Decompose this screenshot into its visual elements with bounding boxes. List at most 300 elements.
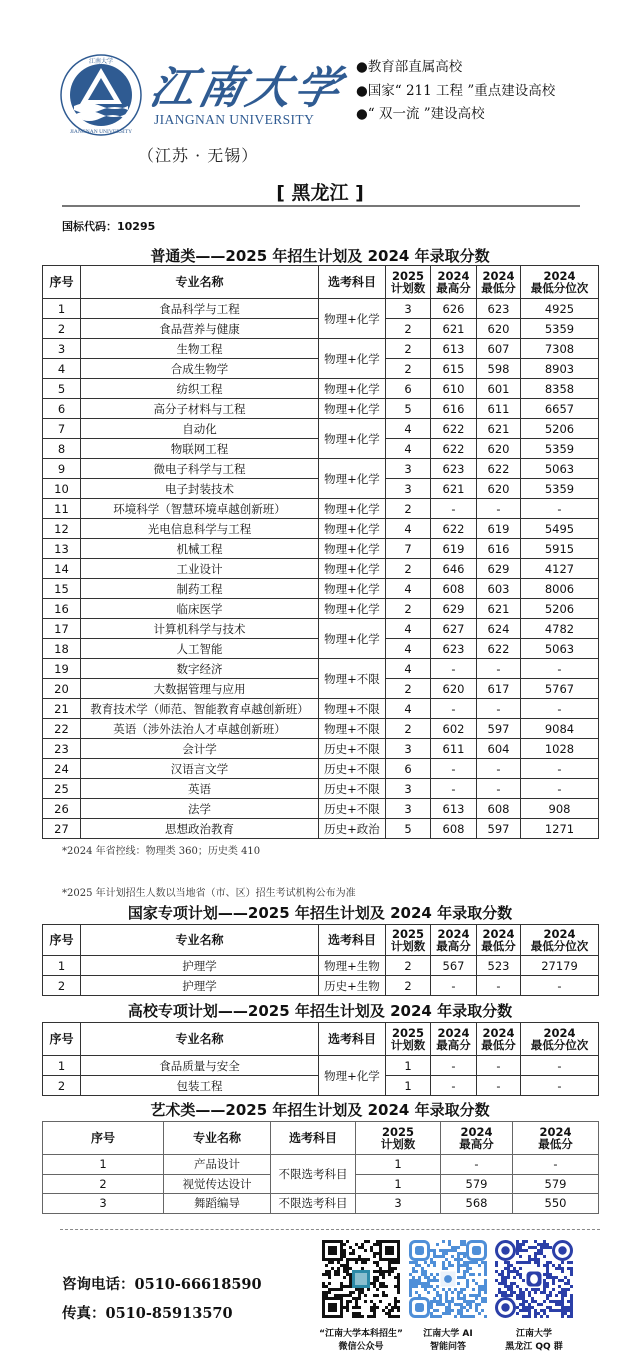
cell-max: - [431,499,477,519]
column-header-text: 2024 [482,1026,515,1040]
column-header-text: 2024 [543,1026,576,1040]
table-header-row [43,266,599,299]
cell-max: 613 [431,799,477,819]
column-header [81,1023,319,1056]
cell-min: 623 [477,299,521,319]
column-header-text: 2025 [381,1125,414,1139]
cell-plan: 6 [386,759,431,779]
university-emblem-icon [60,54,142,136]
cell-plan: 6 [386,379,431,399]
cell-rank: 27179 [521,956,599,976]
footer-dashed-divider [60,1229,600,1230]
column-header [43,1023,81,1056]
cell-min: 603 [477,579,521,599]
cell-min: 621 [477,419,521,439]
cell-plan: 2 [386,499,431,519]
cell-plan: 3 [386,299,431,319]
column-header-text: 计划数 [390,939,426,953]
cell-plan: 2 [386,339,431,359]
cell-major: 护理学 [81,956,319,976]
cell-plan: 4 [386,639,431,659]
table-row [43,499,599,519]
cell-major: 生物工程 [81,339,319,359]
column-header [521,925,599,956]
cell-plan: 2 [386,319,431,339]
column-header-text: 最低分位次 [530,939,589,953]
cell-subject: 物理+化学 [319,399,386,419]
cell-rank: 8903 [521,359,599,379]
column-header-text: 专业名称 [175,1032,224,1046]
badge-double-first-class: ●“ 双一流 ”建设高校 [356,106,485,122]
cell-no: 13 [43,539,81,559]
cell-no: 2 [43,1076,81,1096]
cell-plan: 2 [386,599,431,619]
cell-subject: 物理+生物 [319,956,386,976]
column-header-text: 最低分 [481,939,516,953]
column-header-text: 2024 [437,1026,470,1040]
cell-min: 622 [477,639,521,659]
cell-min: - [477,759,521,779]
cell-rank: 7308 [521,339,599,359]
cell-no: 10 [43,479,81,499]
table-row [43,819,599,839]
column-header-text: 2024 [460,1125,493,1139]
cell-major: 物联网工程 [81,439,319,459]
cell-rank: - [521,759,599,779]
table-header-row [43,925,599,956]
cell-plan: 4 [386,439,431,459]
cell-no: 1 [43,956,81,976]
cell-plan: 4 [386,619,431,639]
cell-plan: 5 [386,819,431,839]
cell-subject: 物理+化学 [319,339,386,379]
cell-min: 550 [513,1194,599,1214]
cell-subject: 物理+化学 [319,519,386,539]
cell-major: 汉语言文学 [81,759,319,779]
cell-rank: 8358 [521,379,599,399]
cell-subject: 物理+化学 [319,1056,386,1096]
cell-major: 舞蹈编导 [164,1194,271,1214]
cell-max: - [431,699,477,719]
qq-group-qr-code-icon [495,1240,573,1318]
cell-plan: 2 [386,679,431,699]
ai-qa-qr-code-icon [409,1240,487,1318]
cell-no: 15 [43,579,81,599]
college-special-table [42,1022,599,1096]
cell-no: 16 [43,599,81,619]
cell-major: 法学 [81,799,319,819]
cell-rank: 8006 [521,579,599,599]
cell-max: 602 [431,719,477,739]
svg-text:JIANGNAN UNIVERSITY: JIANGNAN UNIVERSITY [69,129,133,135]
cell-major: 制药工程 [81,579,319,599]
cell-plan: 3 [386,479,431,499]
cell-max: 611 [431,739,477,759]
cell-plan: 3 [386,799,431,819]
cell-max: 623 [431,639,477,659]
cell-rank: 5063 [521,459,599,479]
column-header [43,1122,164,1155]
qr-caption [398,1328,498,1354]
column-header [319,1023,386,1056]
cell-min: 597 [477,719,521,739]
table-row [43,699,599,719]
cell-no: 4 [43,359,81,379]
cell-plan: 4 [386,579,431,599]
table-row [43,459,599,479]
column-header [164,1122,271,1155]
column-header-text: 最低分位次 [530,1038,589,1052]
cell-subject: 历史+不限 [319,739,386,759]
cell-major: 教育技术学（师范、智能教育卓越创新班） [81,699,319,719]
cell-subject: 历史+不限 [319,799,386,819]
cell-subject: 物理+化学 [319,579,386,599]
cell-max: 627 [431,619,477,639]
cell-no: 25 [43,779,81,799]
cell-min: 579 [513,1174,599,1194]
college-table-title: 高校专项计划——2025 年招生计划及 2024 年录取分数 [127,1002,513,1020]
column-header-text: 计划数 [380,1137,416,1151]
column-header [319,925,386,956]
cell-subject: 物理+不限 [319,659,386,699]
cell-subject: 历史+不限 [319,779,386,799]
cell-no: 2 [43,1174,164,1194]
cell-min: 624 [477,619,521,639]
cell-major: 合成生物学 [81,359,319,379]
cell-plan: 4 [386,419,431,439]
cell-major: 食品营养与健康 [81,319,319,339]
cell-min: 629 [477,559,521,579]
cell-subject: 物理+化学 [319,419,386,459]
cell-no: 2 [43,319,81,339]
column-header-text: 最高分 [436,1038,471,1052]
column-header-text: 序号 [49,933,74,947]
column-header-text: 最低分 [481,1038,516,1052]
cell-major: 护理学 [81,976,319,996]
cell-no: 7 [43,419,81,439]
cell-rank: 5063 [521,639,599,659]
qr-caption-line-1: “江南大学本科招生” [319,1329,403,1339]
cell-plan: 2 [386,956,431,976]
university-badges [356,56,555,127]
cell-max: - [431,779,477,799]
cell-rank: 5495 [521,519,599,539]
column-header-text: 计划数 [390,1038,426,1052]
cell-min: 620 [477,439,521,459]
cell-min: 604 [477,739,521,759]
university-name-en: JIANGNAN UNIVERSITY [154,112,315,127]
university-name-cn: 江南大学 [145,63,349,114]
column-header-text: 2024 [543,927,576,941]
table-row [43,659,599,679]
cell-major: 环境科学（智慧环境卓越创新班） [81,499,319,519]
general-table-title: 普通类——2025 年招生计划及 2024 年录取分数 [150,247,490,265]
cell-min: 598 [477,359,521,379]
cell-subject: 历史+政治 [319,819,386,839]
cell-major: 计算机科学与技术 [81,619,319,639]
cell-major: 食品质量与安全 [81,1056,319,1076]
cell-min: - [477,659,521,679]
university-location: （江苏 · 无锡） [138,146,259,165]
cell-rank: 908 [521,799,599,819]
column-header-text: 最低分 [481,281,516,295]
cell-max: 646 [431,559,477,579]
fax-number: 传真：0510-85913570 [62,1305,233,1322]
cell-no: 3 [43,339,81,359]
cell-no: 19 [43,659,81,679]
cell-major: 工业设计 [81,559,319,579]
cell-no: 18 [43,639,81,659]
cell-no: 24 [43,759,81,779]
province-divider [62,205,580,207]
cell-min: - [477,699,521,719]
column-header-text: 2024 [482,927,515,941]
column-header [81,266,319,299]
cell-plan: 2 [386,976,431,996]
cell-rank: 5915 [521,539,599,559]
cell-subject: 物理+化学 [319,299,386,339]
cell-min: 597 [477,819,521,839]
table-row [43,619,599,639]
cell-min: 620 [477,319,521,339]
cell-rank: - [521,976,599,996]
table-row [43,399,599,419]
cell-min: 622 [477,459,521,479]
cell-rank: - [521,659,599,679]
cell-rank: 5767 [521,679,599,699]
cell-major: 思想政治教育 [81,819,319,839]
cell-plan: 1 [356,1155,441,1175]
column-header-text: 选考科目 [327,275,376,289]
cell-plan: 2 [386,559,431,579]
column-header [431,266,477,299]
cell-subject: 物理+不限 [319,699,386,719]
cell-min: 621 [477,599,521,619]
cell-max: 626 [431,299,477,319]
cell-plan: 3 [386,739,431,759]
cell-max: 620 [431,679,477,699]
column-header [386,266,431,299]
cell-subject: 历史+不限 [319,759,386,779]
cell-max: - [431,976,477,996]
cell-plan: 2 [386,719,431,739]
column-header [477,266,521,299]
table-row [43,739,599,759]
cell-rank: 5206 [521,599,599,619]
column-header-text: 序号 [49,1032,74,1046]
wechat-qr-code-icon [322,1240,400,1318]
cell-rank: 5359 [521,319,599,339]
cell-major: 临床医学 [81,599,319,619]
cell-max: 622 [431,519,477,539]
cell-no: 6 [43,399,81,419]
cell-no: 1 [43,1056,81,1076]
cell-major: 食品科学与工程 [81,299,319,319]
column-header-text: 2025 [391,269,424,283]
cell-rank: 1028 [521,739,599,759]
cell-subject: 物理+化学 [319,379,386,399]
column-header-text: 最高分 [436,281,471,295]
cell-major: 会计学 [81,739,319,759]
cell-max: 629 [431,599,477,619]
cell-plan: 4 [386,699,431,719]
cell-min: 608 [477,799,521,819]
column-header-text: 选考科目 [327,1032,376,1046]
cell-min: - [477,779,521,799]
column-header-text: 2024 [437,927,470,941]
column-header [356,1122,441,1155]
table-row [43,779,599,799]
cell-rank: - [521,699,599,719]
qr-caption-line-2: 智能问答 [429,1342,466,1352]
cell-major: 大数据管理与应用 [81,679,319,699]
control-line-note: *2024 年省控线：物理类 360；历史类 410 [62,846,261,857]
cell-no: 27 [43,819,81,839]
column-header-text: 2025 [391,1026,424,1040]
cell-max: 619 [431,539,477,559]
column-header [521,266,599,299]
cell-subject: 物理+化学 [319,619,386,659]
badge-ministry: ●教育部直属高校 [356,59,463,75]
cell-subject: 物理+化学 [319,599,386,619]
table-row [43,719,599,739]
column-header [319,266,386,299]
column-header [386,925,431,956]
cell-no: 1 [43,1155,164,1175]
badge-211: ●国家“ 211 工程 ”重点建设高校 [356,82,556,99]
cell-major: 高分子材料与工程 [81,399,319,419]
national-code: 国标代码：10295 [62,220,156,233]
table-row [43,379,599,399]
cell-max: 622 [431,439,477,459]
cell-max: 623 [431,459,477,479]
cell-rank: 5359 [521,479,599,499]
column-header-text: 专业名称 [192,1131,241,1145]
column-header-text: 2025 [391,927,424,941]
cell-plan: 4 [386,519,431,539]
cell-major: 人工智能 [81,639,319,659]
cell-rank: 1271 [521,819,599,839]
cell-plan: 1 [356,1174,441,1194]
table-row [43,559,599,579]
cell-max: - [431,1076,477,1096]
column-header [43,925,81,956]
cell-min: 616 [477,539,521,559]
table-header-row [43,1122,599,1155]
column-header-text: 最低分位次 [530,281,589,295]
cell-rank: - [521,499,599,519]
cell-min: - [477,976,521,996]
cell-max: 621 [431,479,477,499]
column-header-text: 专业名称 [175,275,224,289]
consult-phone: 咨询电话：0510-66618590 [62,1276,262,1293]
cell-plan: 3 [386,459,431,479]
cell-max: 568 [441,1194,513,1214]
cell-no: 8 [43,439,81,459]
cell-plan: 4 [386,659,431,679]
province-title: [ 黑龙江 ] [276,182,364,204]
cell-subject: 物理+化学 [319,559,386,579]
qr-caption [311,1328,411,1354]
table-row [43,799,599,819]
column-header [477,1023,521,1056]
table-row [43,1056,599,1076]
cell-max: 610 [431,379,477,399]
cell-major: 光电信息科学与工程 [81,519,319,539]
cell-no: 2 [43,976,81,996]
table-row [43,976,599,996]
cell-max: 615 [431,359,477,379]
cell-major: 包装工程 [81,1076,319,1096]
table-header-row [43,1023,599,1056]
cell-plan: 3 [386,779,431,799]
column-header-text: 2024 [543,269,576,283]
table-row [43,579,599,599]
cell-min: 607 [477,339,521,359]
qr-caption-line-1: 江南大学 AI [423,1329,473,1339]
cell-subject: 物理+化学 [319,499,386,519]
general-admission-table [42,265,599,839]
column-header-text: 选考科目 [327,933,376,947]
cell-max: - [441,1155,513,1175]
cell-subject: 不限选考科目 [271,1155,356,1194]
table-row [43,1155,599,1175]
cell-major: 电子封装技术 [81,479,319,499]
column-header [271,1122,356,1155]
cell-max: 616 [431,399,477,419]
cell-plan: 3 [356,1194,441,1214]
qr-caption-line-1: 江南大学 [515,1329,552,1339]
cell-major: 视觉传达设计 [164,1174,271,1194]
table-row [43,956,599,976]
table-row [43,1194,599,1214]
cell-major: 微电子科学与工程 [81,459,319,479]
cell-rank: 5359 [521,439,599,459]
cell-rank: 4127 [521,559,599,579]
cell-min: 619 [477,519,521,539]
column-header-text: 最高分 [459,1137,494,1151]
cell-major: 自动化 [81,419,319,439]
table-row [43,539,599,559]
cell-no: 12 [43,519,81,539]
column-header [43,266,81,299]
cell-max: - [431,659,477,679]
cell-min: - [477,1056,521,1076]
cell-major: 机械工程 [81,539,319,559]
cell-plan: 1 [386,1076,431,1096]
cell-plan: 5 [386,399,431,419]
national-special-table [42,924,599,996]
column-header [513,1122,599,1155]
cell-no: 26 [43,799,81,819]
column-header-text: 2024 [539,1125,572,1139]
cell-subject: 历史+生物 [319,976,386,996]
plan-disclaimer-note: *2025 年计划招生人数以当地省（市、区）招生考试机构公布为准 [62,888,356,899]
column-header [431,925,477,956]
column-header-text: 计划数 [390,281,426,295]
art-table-title: 艺术类——2025 年招生计划及 2024 年录取分数 [150,1101,490,1119]
cell-no: 20 [43,679,81,699]
table-row [43,339,599,359]
cell-subject: 不限选考科目 [271,1194,356,1214]
cell-min: 523 [477,956,521,976]
cell-min: 601 [477,379,521,399]
cell-max: 608 [431,819,477,839]
cell-min: 620 [477,479,521,499]
qr-caption-line-2: 黑龙江 QQ 群 [505,1342,563,1352]
column-header-text: 最高分 [436,939,471,953]
cell-plan: 7 [386,539,431,559]
